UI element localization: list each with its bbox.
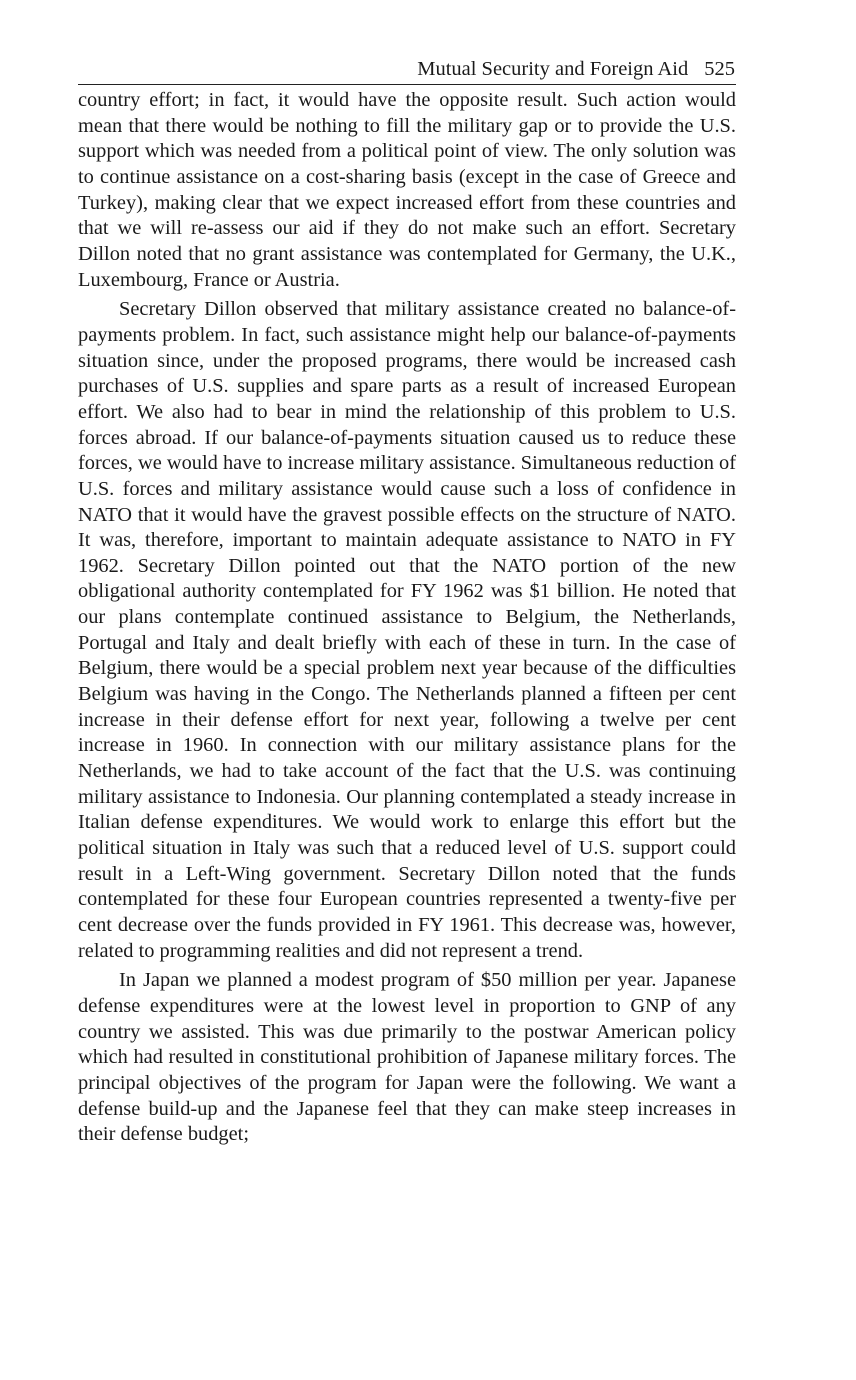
document-page — [78, 56, 736, 1148]
paragraph-continued: country effort; in fact, it would have the opposite result. Such action would mean that there would be nothing to fill the military gap or to provide the U.S. support which was needed from a political point of view. The only solution was to continue assistance on a cost-sharing basis (except in the case of Greece and Turkey), making clear that we expect increased effort from these countries and that we will re-assess our aid if they do not make such an effort. Secretary Dillon noted that no grant assistance was contemplated for Germany, the U.K., Luxembourg, France or Austria. — [78, 89, 736, 291]
page-number: 525 — [704, 58, 735, 80]
paragraph-balance-of-payments: Secretary Dillon observed that military assistance created no balance-of-payments problem. In fact, such assistance might help our balance-of-payments situation since, under the proposed programs, there would be increased cash purchases of U.S. supplies and spare parts as a result of increased European effort. We also had to bear in mind the relationship of this problem to U.S. forces abroad. If our balance-of-payments situation caused us to reduce these forces, we would have to increase military assistance. Simultaneous reduction of U.S. forces and military assistance would cause such a loss of confidence in NATO that it would have the gravest possible effects on the structure of NATO. It was, therefore, important to maintain adequate assistance to NATO in FY 1962. Secretary Dillon pointed out that the NATO portion of the new obligational authority contemplated for FY 1962 was $1 billion. He noted that our plans contemplate continued assistance to Belgium, the Netherlands, Portugal and Italy and dealt briefly with each of these in turn. In the case of Belgium, there would be a special problem next year because of the difficulties Belgium was having in the Congo. The Netherlands planned a fifteen per cent increase in their defense effort for next year, following a twelve per cent increase in 1960. In connection with our military assistance plans for the Netherlands, we had to take account of the fact that the U.S. was continuing military assistance to Indonesia. Our planning contemplated a steady increase in Italian defense expenditures. We would work to enlarge this effort but the political situation in Italy was such that a reduced level of U.S. support could result in a Left-Wing government. Secretary Dillon noted that the funds contemplated for these four European countries represented a twenty-five per cent decrease over the funds provided in FY 1961. This decrease was, however, related to programming realities and did not represent a trend. — [78, 298, 736, 962]
body-text — [78, 88, 736, 1148]
running-header — [78, 56, 736, 85]
paragraph-japan: In Japan we planned a modest program of $50 million per year. Japanese defense expenditures were at the lowest level in proportion to GNP of any country we assisted. This was due primarily to the postwar American policy which had resulted in constitutional prohibition of Japanese military forces. The principal objectives of the program for Japan were the following. We want a defense build-up and the Japanese feel that they can make steep increases in their defense budget; — [78, 969, 736, 1146]
running-title: Mutual Security and Foreign Aid — [417, 58, 689, 80]
